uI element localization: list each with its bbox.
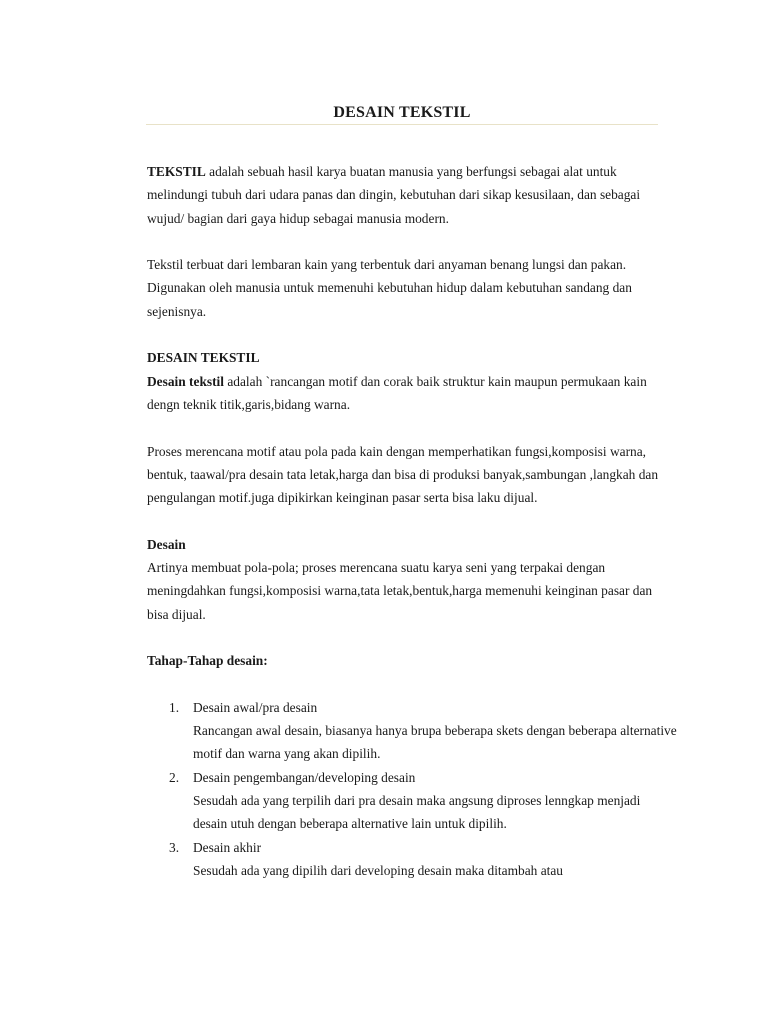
page-title: DESAIN TEKSTIL: [333, 104, 471, 121]
list-item-text: Rancangan awal desain, biasanya hanya brupa beberapa skets dengan beberapa alternative motif dan warna yang akan dipilih.: [193, 723, 677, 762]
steps-heading: Tahap-Tahap desain:: [147, 653, 268, 669]
intro-paragraph: [147, 160, 677, 230]
section2-paragraph: Artinya membuat pola-pola; proses merencana suatu karya seni yang terpakai dengan meningdahkan fungsi,komposisi warna,tata letak,bentuk,harga memenuhi keinginan pasar dan bisa dijual.: [147, 560, 653, 622]
paragraph-4: Proses merencana motif atau pola pada kain dengan memperhatikan fungsi,komposisi warna, bentuk, taawal/pra desain tata letak,harga dan bisa di produksi banyak,sambungan ,langkah dan pengulangan motif.juga dipikirkan keinginan pasar serta bisa laku dijual.: [147, 443, 659, 506]
intro-text: adalah sebuah hasil karya buatan manusia yang berfungsi sebagai alat untuk melindungi tubuh dari udara panas dan dingin, kebutuhan dari sikap kesusilaan, dan sebagai wujud/ bagian dari gaya hidup sebagai manusia modern.: [147, 164, 641, 226]
steps-list: [147, 696, 677, 882]
list-item-text: Sesudah ada yang terpilih dari pra desain maka angsung diproses lenngkap menjadi desain utuh dengan beberapa alternative lain untuk dipilih.: [193, 793, 641, 832]
section-heading-desain: Desain: [147, 536, 186, 552]
list-item-title: Desain awal/pra desain: [193, 699, 318, 715]
list-item: [147, 696, 677, 766]
document-body: [147, 160, 677, 882]
section1-paragraph: [147, 370, 677, 417]
list-item-number: 1.: [169, 699, 180, 715]
list-item-number: 2.: [169, 769, 180, 785]
paragraph-2: Tekstil terbuat dari lembaran kain yang terbentuk dari anyaman benang lungsi dan pakan. Digunakan oleh manusia untuk memenuhi kebutuhan hidup dalam kebutuhan sandang dan sejenisnya.: [147, 257, 632, 319]
list-item: [147, 766, 677, 836]
list-item-title: Desain pengembangan/developing desain: [193, 769, 416, 785]
list-item-number: 3.: [169, 839, 180, 855]
intro-term: TEKSTIL: [147, 164, 206, 179]
section-heading-desain-tekstil: DESAIN TEKSTIL: [147, 350, 260, 366]
list-item-text: Sesudah ada yang dipilih dari developing desain maka ditambah atau: [193, 862, 563, 878]
title-divider: [146, 124, 658, 125]
section1-term: Desain tekstil: [147, 373, 224, 389]
list-item-title: Desain akhir: [193, 839, 262, 855]
list-item: [147, 836, 677, 883]
section1-text: adalah `rancangan motif dan corak baik struktur kain maupun permukaan kain dengn teknik titik,garis,bidang warna.: [147, 373, 647, 412]
